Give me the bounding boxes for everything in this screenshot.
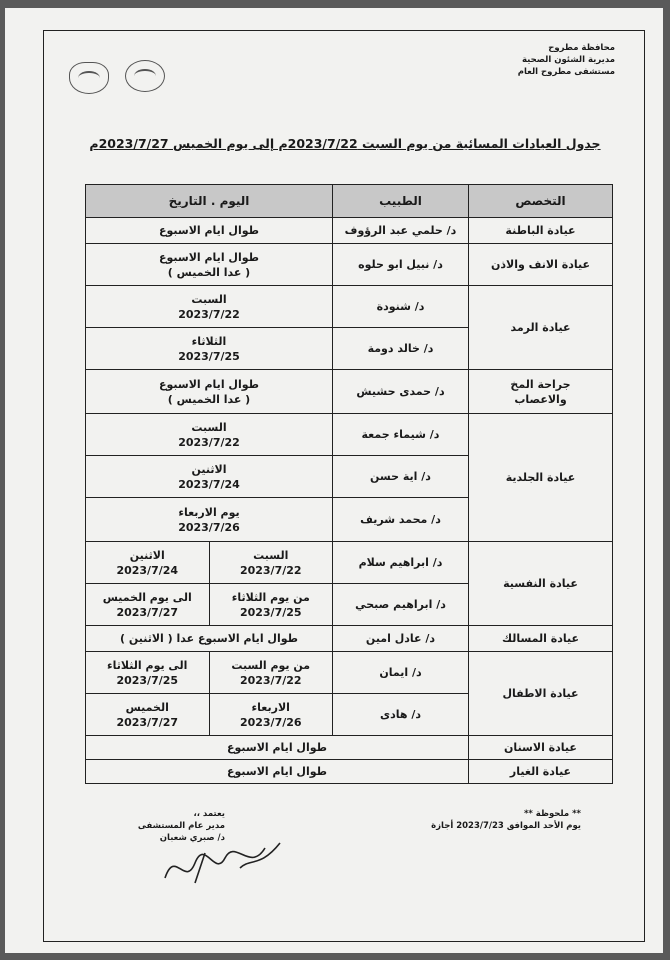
time-cell: طوال ايام الاسبوع: [86, 736, 469, 760]
table-header-row: [86, 185, 613, 218]
date-text: 2023/7/24: [116, 563, 179, 577]
day-text: من يوم الثلاثاء: [231, 590, 310, 604]
spec-cell: عيادة الغيار: [469, 760, 613, 784]
doctor-cell: د/ عادل امين: [333, 626, 469, 652]
table-row: [86, 760, 613, 784]
table-row: [86, 218, 613, 244]
date-text: 2023/7/27: [116, 715, 179, 729]
table-row: [86, 542, 613, 584]
note-block: [361, 808, 581, 832]
spec-line: جراحة المخ: [510, 377, 571, 391]
date-text: 2023/7/22: [239, 563, 302, 577]
day-text: السبت: [191, 292, 227, 306]
time-cell: [86, 456, 333, 498]
day-text: الخميس: [125, 700, 169, 714]
day-text: يوم الاربعاء: [178, 505, 240, 519]
note-text: يوم الأحد الموافق 2023/7/23 أجازة: [431, 821, 581, 831]
table-row: [86, 736, 613, 760]
time-cell: [86, 286, 333, 328]
day-text: الاثنين: [129, 548, 165, 562]
date-text: 2023/7/26: [178, 520, 240, 534]
health-logo-icon: [69, 62, 109, 94]
time-cell: [86, 498, 333, 542]
day-text: الاربعاء: [251, 700, 290, 714]
date-text: 2023/7/25: [239, 605, 302, 619]
date-text: 2023/7/25: [178, 349, 240, 363]
approval-name: د/ صبري شعبان: [159, 833, 225, 843]
time-line: طوال ايام الاسبوع: [158, 377, 259, 391]
time-cell: [86, 694, 210, 736]
time-cell: [209, 694, 333, 736]
spec-cell: عيادة الاسنان: [469, 736, 613, 760]
doctor-cell: د/ شنودة: [333, 286, 469, 328]
table-row: [86, 414, 613, 456]
date-text: 2023/7/22: [178, 307, 240, 321]
time-cell: [86, 328, 333, 370]
doctor-cell: د/ ابراهيم صبحي: [333, 584, 469, 626]
time-line: ( عدا الخميس ): [167, 392, 251, 406]
time-cell: طوال ايام الاسبوع عدا ( الاثنين ): [86, 626, 333, 652]
col-specialty: التخصص: [469, 185, 613, 218]
col-day-date: اليوم . التاريخ: [86, 185, 333, 218]
doctor-cell: د/ ايمان: [333, 652, 469, 694]
time-cell: [209, 652, 333, 694]
day-text: من يوم السبت: [231, 658, 311, 672]
day-text: السبت: [253, 548, 289, 562]
date-text: 2023/7/26: [239, 715, 302, 729]
spec-cell: عيادة الجلدية: [469, 414, 613, 542]
doctor-cell: د/ خالد دومة: [333, 328, 469, 370]
spec-cell: عيادة النفسية: [469, 542, 613, 626]
time-cell: [86, 414, 333, 456]
time-cell: [209, 542, 333, 584]
time-cell: [86, 584, 210, 626]
spec-cell: عيادة المسالك: [469, 626, 613, 652]
day-text: الى يوم الثلاثاء: [107, 658, 188, 672]
table-row: [86, 286, 613, 328]
time-cell: [209, 584, 333, 626]
table-row: [86, 370, 613, 414]
header-hospital: مستشفى مطروح العام: [517, 67, 615, 77]
table-row: [86, 652, 613, 694]
approval-label: يعتمد ،،: [193, 809, 225, 819]
doctor-cell: د/ ابراهيم سلام: [333, 542, 469, 584]
doctor-cell: د/ حمدى حشيش: [333, 370, 469, 414]
document-sheet: [5, 8, 663, 953]
spec-cell: عيادة الرمد: [469, 286, 613, 370]
doctor-cell: د/ هادى: [333, 694, 469, 736]
time-cell: [86, 244, 333, 286]
date-text: 2023/7/22: [178, 435, 240, 449]
spec-cell: عيادة الباطنة: [469, 218, 613, 244]
header-directorate: مديرية الشئون الصحية: [522, 55, 615, 65]
spec-cell: [469, 370, 613, 414]
time-line: طوال ايام الاسبوع: [158, 250, 259, 264]
date-text: 2023/7/22: [239, 673, 302, 687]
day-text: السبت: [191, 420, 227, 434]
time-cell: طوال ايام الاسبوع: [86, 760, 469, 784]
approval-title: مدير عام المستشفى: [137, 821, 225, 831]
header-block: [475, 42, 615, 78]
table-row: [86, 244, 613, 286]
time-cell: [86, 652, 210, 694]
day-text: الاثنين: [191, 462, 227, 476]
page-title: جدول العيادات المسائية من يوم السبت 2023/7/22م إلى يوم الخميس 2023/7/27م: [89, 136, 601, 151]
note-title: ** ملحوظة **: [523, 809, 581, 819]
table-row: [86, 626, 613, 652]
doctor-cell: د/ شيماء جمعة: [333, 414, 469, 456]
spec-line: والاعصاب: [514, 392, 567, 406]
time-cell: طوال ايام الاسبوع: [86, 218, 333, 244]
date-text: 2023/7/27: [116, 605, 179, 619]
spec-cell: عيادة الانف والاذن: [469, 244, 613, 286]
ministry-logo-icon: [125, 60, 165, 92]
doctor-cell: د/ اية حسن: [333, 456, 469, 498]
time-line: ( عدا الخميس ): [167, 265, 251, 279]
spec-cell: عيادة الاطفال: [469, 652, 613, 736]
date-text: 2023/7/25: [116, 673, 179, 687]
time-cell: [86, 542, 210, 584]
signature-icon: [155, 828, 295, 898]
schedule-table: [85, 184, 613, 784]
doctor-cell: د/ حلمي عبد الرؤوف: [333, 218, 469, 244]
col-doctor: الطبيب: [333, 185, 469, 218]
date-text: 2023/7/24: [178, 477, 240, 491]
header-governorate: محافظة مطروح: [548, 43, 615, 53]
day-text: الثلاثاء: [191, 334, 227, 348]
doctor-cell: د/ نبيل ابو حلوه: [333, 244, 469, 286]
doctor-cell: د/ محمد شريف: [333, 498, 469, 542]
day-text: الى يوم الخميس: [102, 590, 192, 604]
time-cell: [86, 370, 333, 414]
